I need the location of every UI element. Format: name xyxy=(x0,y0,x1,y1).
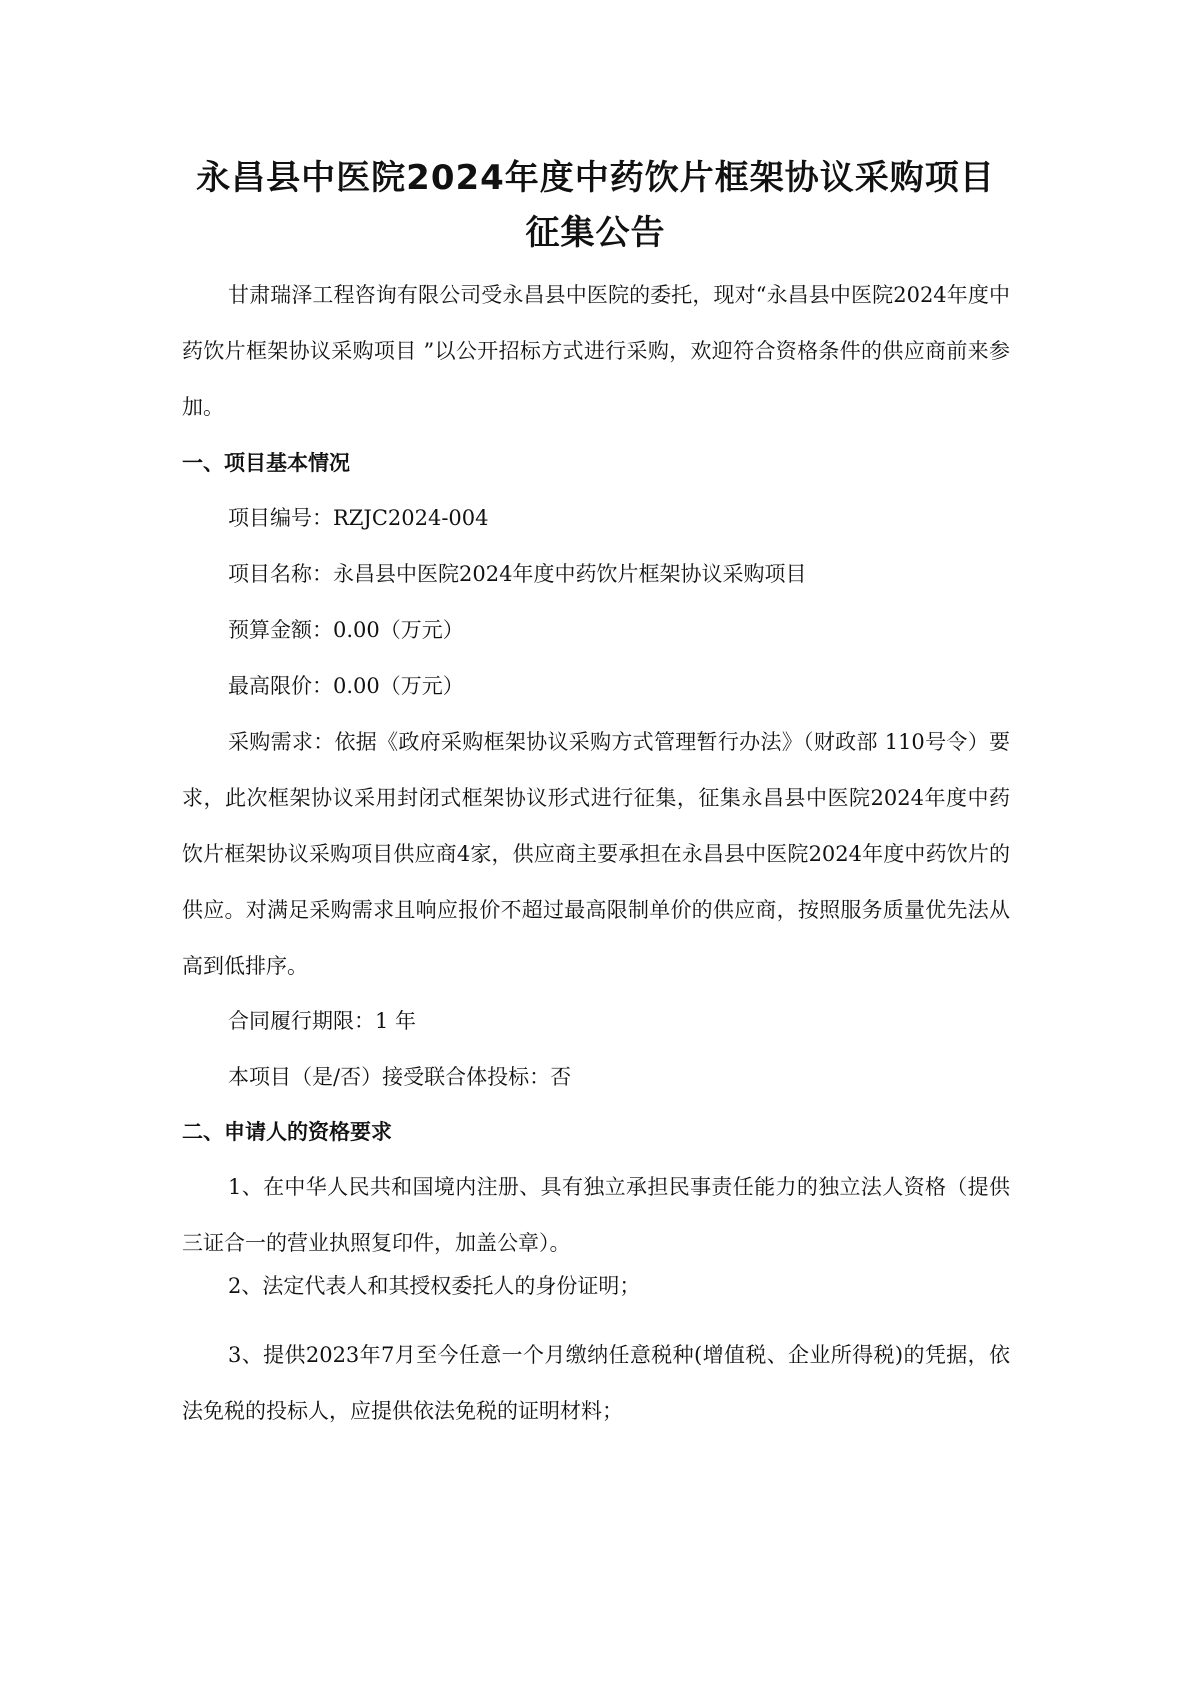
requirement-2: 2、法定代表人和其授权委托人的身份证明； xyxy=(228,1274,641,1298)
joint-bid: 本项目（是/否）接受联合体投标：否 xyxy=(228,1065,572,1089)
project-code: 项目编号：RZJC2024-004 xyxy=(228,506,489,530)
document-title-line2: 征集公告 xyxy=(525,213,666,253)
budget-amount: 预算金额：0.00（万元） xyxy=(228,618,464,642)
project-name: 项目名称：永昌县中医院2024年度中药饮片框架协议采购项目 xyxy=(228,562,807,586)
section1-heading: 一、项目基本情况 xyxy=(182,451,350,475)
document-title-line1: 永昌县中医院2024年度中药饮片框架协议采购项目 xyxy=(196,158,995,198)
section2-heading: 二、申请人的资格要求 xyxy=(182,1120,392,1144)
max-price: 最高限价：0.00（万元） xyxy=(228,674,464,698)
intro-paragraph: 甘肃瑞泽工程咨询有限公司受永昌县中医院的委托，现对“永昌县中医院2024年度中药饮片框架协议采购项目 ”以公开招标方式进行采购，欢迎符合资格条件的供应商前来参加。 xyxy=(182,283,1010,419)
contract-term: 合同履行期限：1 年 xyxy=(228,1009,417,1033)
requirement-1: 1、在中华人民共和国境内注册、具有独立承担民事责任能力的独立法人资格（提供三证合一的营业执照复印件，加盖公章）。 xyxy=(182,1175,1010,1255)
requirement-3: 3、提供2023年7月至今任意一个月缴纳任意税种(增值税、企业所得税)的凭据，依法免税的投标人，应提供依法免税的证明材料； xyxy=(182,1343,1010,1423)
procurement-demand: 采购需求：依据《政府采购框架协议采购方式管理暂行办法》（财政部 110号令）要求，此次框架协议采用封闭式框架协议形式进行征集，征集永昌县中医院2024年度中药饮片框架协议采购项目供应商4家，供应商主要承担在永昌县中医院2024年度中药饮片的供应。对满足采购需求且响应报价不超过最高限制单价的供应商，按照服务质量优先法从高到低排序。 xyxy=(182,730,1010,978)
